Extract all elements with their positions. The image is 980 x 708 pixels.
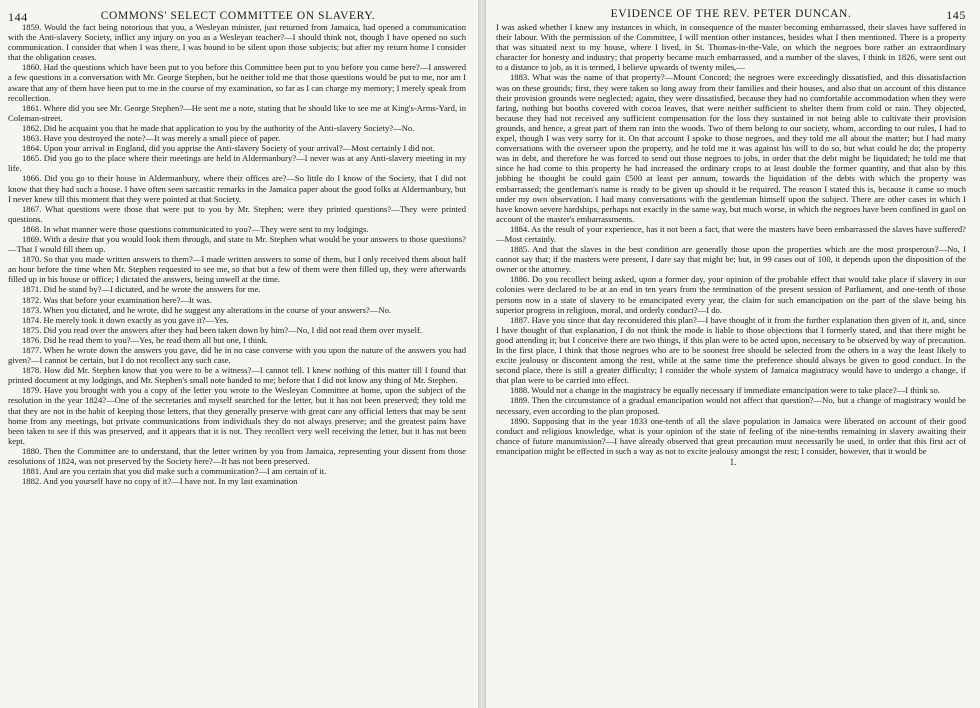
testimony-paragraph: 1863. Have you destroyed the note?—It was merely a small piece of paper. bbox=[22, 133, 281, 144]
right-page-number: 145 bbox=[946, 8, 966, 22]
testimony-paragraph: 1873. When you dictated, and he wrote, did he suggest any alterations in the course of your answers?—No. bbox=[22, 304, 392, 315]
testimony-paragraph: 1860. Had the questions which have been put to you before this Committee been put to you before you came here?—I answered a few questions in a conversation with Mr. George Stephen, but he neither told me that those questions would be put to me, nor am I aware that any of them have been put to me in the course of my examination, so far as I can charge my memory; I merely speak from recollection. bbox=[8, 62, 467, 103]
testimony-paragraph: 1887. Have you since that day reconsidered this plan?—I have thought of it from the further explanation then given of it, and, since I have thought of that explanation, I do not think the mode is liable to those objections that I formerly stated, and that there might be good attending it; but I conceive there are two things, if this plan were to be acted upon, necessary to be observed by way of precaution. In the first place, I think that those negroes who are to be soonest free should be selected from the others in a way the least likely to excite jealousy or discontent among the rest, while at the same time the preference should always be given to good conduct. In the second place, there is still a greater difficulty; I consider the whole system of Jamaica magistracy would have to undergo a change, if that plan were to be carried into effect. bbox=[496, 314, 966, 386]
testimony-paragraph: 1874. He merely took it down exactly as you gave it?—Yes. bbox=[22, 314, 229, 325]
testimony-paragraph: 1881. And are you certain that you did make such a communication?—I am certain of it. bbox=[22, 466, 327, 477]
testimony-paragraph: 1890. Supposing that in the year 1833 one-tenth of all the slave population in Jamaica were liberated on account of their good conduct and religious knowledge, what is your opinion of the state of feeling of the nine-tenths remaining in slavery awaiting their chance of future manumission?—I have already observed that great precaution must necessarily be used, in order that this first act of emancipation might be effected in such a way as not to excite jealousy amongst the rest; I consider, however, that it would be bbox=[496, 415, 966, 456]
signature-mark: 1. bbox=[729, 457, 737, 468]
testimony-paragraph: 1859. Would the fact being notorious that you, a Wesleyan minister, just returned from Jamaica, had opened a communication with the Anti-slavery Society, inflict any injury on you as a Wesleyan teacher?—I should think not, though I have opened no such communication. I consider that when I was there, I was bound to be silent upon those subjects; but after my return home I consider that the obligation ceases. bbox=[8, 22, 466, 63]
testimony-paragraph: 1889. Then the circumstance of a gradual emancipation would not affect that question?—No, but a change of magistracy would be necessary, even according to the plan proposed. bbox=[496, 395, 966, 416]
continuation-paragraph: I was asked whether I knew any instances in which, in consequence of the master becoming embarrassed, their slaves have suffered in their labour. With the permission of the Committee, I will mention other instances, besides what I then mentioned. There is a property that was situated next to my house, where I lived, in St. Thomas-in-the-Vale, on which the negroes bore rather an extraordinary character for honesty and industry; that property became much embarrassed, and a number of the slaves, I think in 1826, were sent out to a distance to job, as it is termed, I believe upwards of twenty miles,— bbox=[496, 22, 966, 73]
testimony-paragraph: 1885. And that the slaves in the best condition are generally those upon the properties which are the most prosperous?—No, I cannot say that; if the masters were present, I dare say that might be; but, in 99 cases out of 100, it depends upon the disposition of the owner or the attorney. bbox=[496, 244, 966, 275]
testimony-paragraph: 1866. Did you go to their house in Aldermanbury, where their offices are?—So little do I know of the Society, that I did not know that they had such a house. I have often seen sarcastic remarks in the Jamaica paper about the good folks at Aldermanbury, but I never knew till this moment that they were pointed at that Society. bbox=[8, 173, 466, 204]
testimony-paragraph: 1867. What questions were those that were put to you by Mr. Stephen; were they printed questions?—They were printed questions. bbox=[8, 203, 466, 224]
testimony-paragraph: 1875. Did you read over the answers after they had been taken down by him?—No, I did not read them over myself. bbox=[22, 324, 422, 335]
page-gutter bbox=[478, 0, 486, 708]
testimony-paragraph: 1869. With a desire that you would look them through, and state to Mr. Stephen what would be your answers to those questions?—That I would fill them up. bbox=[8, 233, 466, 255]
left-page-header bbox=[8, 10, 468, 32]
left-page-body bbox=[8, 22, 466, 486]
left-running-head: COMMONS' SELECT COMMITTEE ON SLAVERY. bbox=[100, 10, 376, 22]
testimony-paragraph: 1865. Did you go to the place where their meetings are held in Aldermanbury?—I never was at any Anti-slavery meeting in my life. bbox=[8, 153, 466, 174]
testimony-paragraph: 1882. And you yourself have no copy of it?—I have not. In my last examination bbox=[22, 476, 298, 487]
right-page bbox=[486, 0, 980, 708]
testimony-paragraph: 1879. Have you brought with you a copy of the letter you wrote to the Wesleyan Committee at home, upon the subject of the resolution in the year 1824?—One of the secretaries and myself searched for the letter, but it has not been preserved; they told me that they are not in the habit of keeping those letters, that they generally preserve with great care any official letters that may be sent home from any meetings, but private communications from individuals they do not always preserve; and the greatest pains have been taken to see if this was preserved, and it appears that it is not. They recollect very well receiving the letter, but it has not been kept. bbox=[8, 385, 466, 446]
left-page-number: 144 bbox=[8, 10, 28, 24]
testimony-paragraph: 1877. When he wrote down the answers you gave, did he in no case converse with you upon the nature of the answers you had given?—I cannot be certain, but I do not recollect any such case. bbox=[8, 345, 466, 366]
testimony-paragraph: 1868. In what manner were those questions communicated to you?—They were sent to my lodgings. bbox=[22, 223, 369, 234]
testimony-paragraph: 1861. Where did you see Mr. George Stephen?—He sent me a note, stating that he should like to see me at King's-Arms-Yard, in Coleman-street. bbox=[8, 102, 466, 123]
testimony-paragraph: 1864. Upon your arrival in England, did you apprise the Anti-slavery Society of your arrival?—Most certainly I did not. bbox=[22, 143, 435, 154]
testimony-paragraph: 1883. What was the name of that property?—Mount Concord; the negroes were exceedingly dissatisfied, and this dissatisfaction was on these grounds; first, they were taken so long away from their families and their houses, and also that on account of this distance their provision grounds were neglected; again, they were dissatisfied, because they had no comfortable accommodation when they were faring, nothing but booths covered with cocoa leaves, that were neither sufficient to shelter them from cold or rain. They objected, because they had not received any sufficient compensation for the loss they sustained in not being able to cultivate their provision grounds, and hence, a great part of them ran into the woods. Two of them belong to our society, whom, according to our rules, I had to expel, though I was very sorry for it. On that account I spoke to those negroes, and they told me all about the matter; but I had many conversations with the overseer upon the property, and he told me it was against his will to do so, but what could he do; the property was in debt, and therefore he was forced to send out those negroes to jobs, in order that the debt might be liquidated; he told me that since he had come to this property he had increased the ordinary crops to at least double the former quantity, and that also by this jobbing he thought he could gain £500 at least per annum, towards the liquidation of the debts with which the property was embarrassed; the gentleman's name is ready to be given up should it be required. The reason I stated this is, because it came so much under my own observation. I had many conversations with the gentleman himself upon the subject. There are other cases in which I have known severe hardships, perhaps not exactly in the same way, but much worse, in which the negroes have been confined in gaol on account of the master's embarrassments. bbox=[496, 72, 966, 224]
testimony-paragraph: 1876. Did he read them to you?—Yes, he read them all but one, I think. bbox=[22, 334, 268, 345]
right-running-head: EVIDENCE OF THE REV. PETER DUNCAN. bbox=[610, 8, 852, 20]
testimony-paragraph: 1871. Did he stand by?—I dictated, and he wrote the answers for me. bbox=[22, 284, 261, 295]
left-page bbox=[0, 0, 478, 708]
testimony-paragraph: 1886. Do you recollect being asked, upon a former day, your opinion of the probable effect that would take place if slavery in our colonies were declared to be at an end in ten years from the termination of the present session of Parliament, and one-tenth of those persons now in a state of slavery to be emancipated every year, the claim for such emancipation on the part of the slave being his superior progress in religious, moral, and orderly conduct?—I do. bbox=[496, 274, 966, 315]
testimony-paragraph: 1872. Was that before your examination here?—It was. bbox=[22, 294, 212, 305]
testimony-paragraph: 1888. Would not a change in the magistracy be equally necessary if immediate emancipation were to take place?—I think so. bbox=[510, 385, 940, 396]
testimony-paragraph: 1862. Did he acquaint you that he made that application to you by the authority of the Anti-slavery Society?—No. bbox=[22, 122, 415, 133]
right-page-header bbox=[496, 8, 966, 30]
testimony-paragraph: 1878. How did Mr. Stephen know that you were to be a witness?—I cannot tell. I knew nothing of this matter till I found that printed document at my lodgings, and Mr. Stephen's small note handed to me; before that I did not know any thing of Mr. Stephen. bbox=[8, 365, 466, 386]
right-page-body bbox=[496, 22, 966, 456]
testimony-paragraph: 1884. As the result of your experience, has it not been a fact, that were the masters have been embarrassed the slaves have suffered?—Most certainly. bbox=[496, 223, 966, 244]
testimony-paragraph: 1880. Then the Committee are to understand, that the letter written by you from Jamaica, representing your dissent from those resolutions of 1824, was not preserved by the Society here?—It has not been preserved. bbox=[8, 445, 466, 467]
testimony-paragraph: 1870. So that you made written answers to them?—I made written answers to some of them, but I only received them about half an hour before the time when Mr. Stephen requested to see me, so that but a few of them were then filled up, they were afterwards filled up in his house or office; I dictated the answers, being unwell at the time. bbox=[8, 254, 466, 285]
